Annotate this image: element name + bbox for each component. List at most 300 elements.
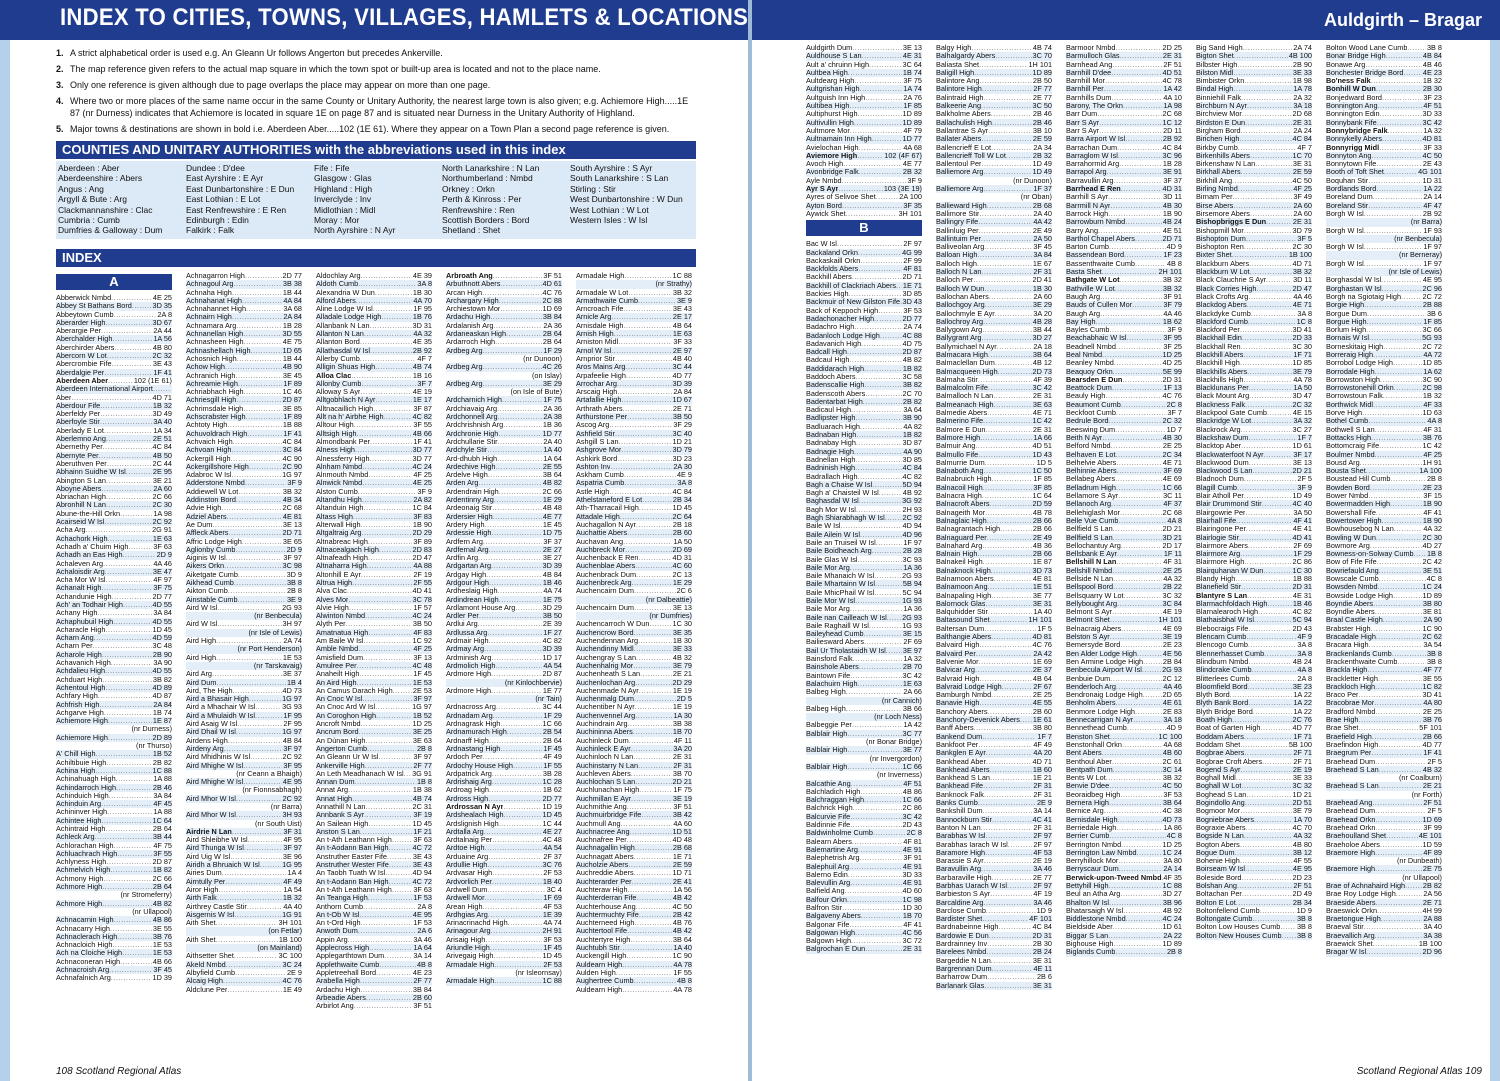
index-entry bbox=[1066, 857, 1182, 865]
grid-reference: (nr Barra) bbox=[1410, 218, 1442, 227]
place-name: Baile Mhanaich W Isl bbox=[806, 572, 875, 581]
index-entry bbox=[186, 496, 302, 504]
place-name: Bankglen E Ayr bbox=[936, 749, 986, 758]
index-entry bbox=[186, 596, 302, 604]
place-name: Achduart High bbox=[56, 675, 103, 684]
place-name: Abernethy Per bbox=[56, 443, 103, 452]
grid-reference bbox=[171, 385, 172, 393]
grid-reference: 3F 13 bbox=[413, 653, 432, 662]
place-name: Bagh Mor W Isl bbox=[806, 505, 856, 514]
leader-dots bbox=[1246, 633, 1296, 641]
place-name: Black Clauchrie S Ayr bbox=[1196, 276, 1267, 285]
index-entry bbox=[1066, 741, 1182, 749]
place-name: Auchtermuchty Fife bbox=[576, 910, 639, 919]
place-name: Aberdour Fife bbox=[56, 401, 101, 410]
index-entry bbox=[576, 363, 692, 371]
leader-dots bbox=[837, 240, 903, 248]
leader-dots bbox=[639, 911, 672, 919]
place-name: Berriedale High bbox=[1066, 823, 1117, 832]
place-name: Badenscallie High bbox=[806, 381, 865, 390]
place-name: Braco Per bbox=[1326, 691, 1359, 700]
index-entry bbox=[1326, 807, 1442, 815]
index-entry bbox=[936, 882, 1052, 890]
index-entry bbox=[186, 986, 302, 994]
grid-reference: 3G 93 bbox=[282, 703, 302, 712]
index-entry bbox=[186, 455, 302, 463]
leader-dots bbox=[1104, 807, 1162, 815]
place-name: An t-Ob W Isl bbox=[316, 910, 360, 919]
place-name: Birchburn N Ayr bbox=[1196, 102, 1247, 111]
place-name: Bemersyde Bord bbox=[1066, 641, 1121, 650]
grid-reference: 4B 86 bbox=[152, 916, 172, 925]
leader-dots bbox=[1112, 61, 1162, 69]
grid-reference: 2A 60 bbox=[1033, 292, 1052, 301]
place-name: Belhinnie Abers bbox=[1066, 467, 1117, 476]
grid-reference: 2E 19 bbox=[1032, 857, 1052, 866]
index-entry bbox=[56, 883, 172, 891]
place-name: Bogbrae Croft Abers bbox=[1196, 757, 1263, 766]
grid-reference: 3E 43 bbox=[152, 360, 172, 369]
ua-item: Midlothian : Midl bbox=[314, 204, 376, 215]
place-name: Benvie D'dee bbox=[1066, 782, 1110, 791]
place-name: Balintore High bbox=[936, 85, 982, 94]
index-entry bbox=[316, 695, 432, 703]
place-name: Auchenvennel Arg bbox=[576, 711, 636, 720]
place-name: Auchindrain Arg bbox=[576, 720, 628, 729]
usage-note bbox=[56, 123, 696, 135]
leader-dots bbox=[500, 745, 542, 753]
leader-dots bbox=[370, 347, 412, 355]
section-letter: A bbox=[56, 274, 172, 290]
leader-dots bbox=[243, 330, 281, 338]
grid-reference: 4E 23 bbox=[412, 968, 432, 977]
index-entry bbox=[446, 703, 562, 711]
leader-dots bbox=[1264, 451, 1293, 459]
grid-reference: 2F 51 bbox=[1293, 881, 1312, 890]
leader-dots bbox=[1263, 567, 1291, 575]
index-entry bbox=[1196, 426, 1312, 434]
index-entry bbox=[1196, 392, 1312, 400]
leader-dots bbox=[1232, 177, 1291, 185]
index-entry bbox=[56, 667, 172, 675]
grid-reference: 3C 44 bbox=[672, 363, 692, 372]
place-name: Armadale W Lot bbox=[576, 288, 629, 297]
grid-reference: 1C 84 bbox=[412, 504, 432, 513]
grid-reference: 1C 88 bbox=[542, 977, 562, 986]
place-name: Biggar S Lan bbox=[1066, 931, 1109, 940]
grid-reference: 2F 69 bbox=[1293, 541, 1312, 550]
leader-dots bbox=[368, 629, 412, 637]
leader-dots bbox=[228, 587, 286, 595]
grid-reference: 2G 91 bbox=[152, 526, 172, 535]
place-name: Baintown Fife bbox=[806, 671, 851, 680]
place-name: Baileyhead Cumb bbox=[806, 630, 864, 639]
index-entry bbox=[316, 720, 432, 728]
index-entry bbox=[576, 421, 692, 429]
leader-dots bbox=[984, 285, 1032, 293]
place-name: Blackshaw Dum bbox=[1196, 433, 1249, 442]
grid-reference: (nr Invergordon) bbox=[869, 754, 922, 763]
index-entry bbox=[446, 778, 562, 786]
place-name: Arivegaig High bbox=[446, 952, 494, 961]
leader-dots bbox=[362, 695, 412, 703]
index-entry bbox=[56, 518, 172, 526]
index-entry bbox=[936, 85, 1052, 93]
index-entry bbox=[186, 430, 302, 438]
grid-reference: 3D 43 bbox=[902, 298, 922, 307]
index-entry bbox=[1326, 94, 1442, 102]
leader-dots bbox=[864, 796, 902, 804]
index-entry bbox=[1196, 683, 1312, 691]
index-entry bbox=[1066, 276, 1182, 284]
grid-reference: 3F 53 bbox=[903, 306, 922, 315]
grid-reference: 3A 84 bbox=[153, 791, 172, 800]
place-name: Ardnagrask High bbox=[446, 720, 501, 729]
index-entry bbox=[56, 385, 172, 393]
index-entry bbox=[1196, 442, 1312, 450]
place-name: Blackwaterfoot N Ayr bbox=[1196, 450, 1264, 459]
index-entry bbox=[446, 886, 562, 894]
place-name: Bentpath Dum bbox=[1066, 765, 1113, 774]
grid-reference: 3F 19 bbox=[413, 811, 432, 820]
grid-reference: 1B 62 bbox=[542, 786, 562, 795]
index-entry bbox=[806, 85, 922, 93]
index-entry bbox=[316, 919, 432, 927]
leader-dots bbox=[1376, 824, 1423, 832]
place-name: Balbeg High bbox=[806, 704, 846, 713]
index-entry bbox=[446, 737, 562, 745]
place-name: Arinagour Arg bbox=[446, 927, 491, 936]
leader-dots bbox=[249, 695, 281, 703]
place-name: Barnhills Dum bbox=[1066, 93, 1112, 102]
leader-dots bbox=[1375, 849, 1422, 857]
grid-reference: 2A 30 bbox=[673, 462, 692, 471]
place-name: Ardeonaig Stir bbox=[446, 504, 493, 513]
index-entry bbox=[806, 912, 922, 920]
grid-reference: 1A 100 bbox=[1419, 467, 1442, 476]
index-entry bbox=[806, 871, 922, 879]
index-entry bbox=[1196, 119, 1312, 127]
leader-dots bbox=[132, 302, 152, 310]
grid-reference: 1B 60 bbox=[1032, 765, 1052, 774]
index-entry bbox=[186, 836, 302, 844]
range-banner bbox=[752, 0, 1500, 40]
grid-reference: 1B 88 bbox=[1292, 575, 1312, 583]
place-name: Balornock Glas bbox=[936, 599, 986, 608]
place-name: Bogside N Lan bbox=[1196, 832, 1244, 841]
index-entry bbox=[56, 966, 172, 974]
grid-reference: 1F 29 bbox=[543, 346, 562, 355]
place-name: Balloch Per bbox=[936, 276, 974, 285]
place-name: Achlorachan High bbox=[56, 841, 114, 850]
leader-dots bbox=[974, 69, 1031, 77]
grid-reference: 4D 77 bbox=[1292, 724, 1312, 733]
place-name: Aldochlay Arg bbox=[316, 272, 361, 280]
grid-reference: (on Fetlar) bbox=[268, 927, 302, 936]
place-name: Beith N Ayr bbox=[1066, 433, 1103, 442]
place-name: Benderloch Arg bbox=[1066, 682, 1116, 691]
place-name: Bradford Nmbd bbox=[1326, 707, 1376, 716]
place-name: Auchentiber N Ayr bbox=[576, 703, 635, 712]
place-name: Blennerhasset Cumb bbox=[1196, 649, 1265, 658]
place-name: Aird Mhor W Isl bbox=[186, 794, 236, 803]
leader-dots bbox=[246, 305, 282, 313]
index-entry bbox=[1326, 534, 1442, 542]
leader-dots bbox=[1239, 135, 1291, 143]
index-entry bbox=[806, 290, 922, 298]
place-name: Altnafeadh High bbox=[316, 554, 368, 563]
leader-dots bbox=[1116, 343, 1162, 351]
grid-reference: 2F 51 bbox=[1423, 799, 1442, 808]
grid-reference: 1E 63 bbox=[152, 534, 172, 543]
place-name: Bagh Shiarabhagh W Isl bbox=[806, 514, 885, 523]
grid-reference: 1D 9 bbox=[1036, 906, 1052, 915]
grid-reference: 4F 41 bbox=[1423, 508, 1442, 517]
index-entry bbox=[1326, 102, 1442, 110]
grid-reference: 2F 31 bbox=[1033, 823, 1052, 832]
place-name: Bardnabeinne High bbox=[936, 923, 999, 932]
place-name: Braevallich Arg bbox=[1326, 931, 1375, 940]
leader-dots bbox=[1375, 708, 1421, 716]
leader-dots bbox=[499, 297, 542, 305]
leader-dots bbox=[1008, 841, 1033, 849]
grid-reference: 4E 31 bbox=[1292, 591, 1312, 600]
index-entry bbox=[1326, 401, 1442, 409]
grid-reference: 2E 9 bbox=[286, 968, 302, 977]
place-name: Achranich High bbox=[186, 371, 236, 380]
leader-dots bbox=[488, 911, 542, 919]
grid-reference: 2F 77 bbox=[413, 977, 432, 986]
grid-reference: (nr Dunbeath) bbox=[1396, 857, 1442, 866]
place-name: Balmurrie Dum bbox=[936, 458, 985, 467]
grid-reference: (nr Isleornsay) bbox=[515, 968, 562, 977]
index-entry bbox=[936, 509, 1052, 517]
leader-dots bbox=[368, 554, 412, 562]
leader-dots bbox=[1236, 517, 1292, 525]
grid-reference: 4D 9 bbox=[1166, 243, 1182, 252]
grid-reference: 1B 82 bbox=[902, 364, 922, 373]
leader-dots bbox=[849, 290, 902, 298]
place-name: Bonnybridge Falk bbox=[1326, 126, 1388, 135]
index-entry bbox=[1326, 243, 1442, 251]
leader-dots bbox=[359, 670, 412, 678]
grid-reference: 3E 45 bbox=[282, 371, 302, 380]
place-name: Arrochar Arg bbox=[576, 379, 617, 388]
index-entry bbox=[316, 421, 432, 429]
index-entry bbox=[316, 388, 432, 396]
place-name: Achaleven Arg bbox=[56, 559, 104, 568]
leader-dots bbox=[1380, 841, 1422, 849]
index-entry bbox=[1066, 782, 1182, 790]
place-name: Ardvorlich Per bbox=[446, 877, 492, 886]
index-entry bbox=[316, 903, 432, 911]
grid-reference: 4B 82 bbox=[152, 899, 172, 908]
place-name: Aird Dum bbox=[186, 678, 217, 687]
leader-dots bbox=[494, 496, 542, 504]
index-entry bbox=[186, 869, 302, 877]
grid-reference: 3B 84 bbox=[412, 985, 432, 994]
index-entry bbox=[936, 467, 1052, 475]
leader-dots bbox=[878, 307, 902, 315]
grid-reference: 1B 100 bbox=[1288, 251, 1312, 260]
place-name: Badachonacher High bbox=[806, 314, 875, 323]
place-name: Airntully Per bbox=[186, 877, 226, 886]
index-entry bbox=[806, 780, 922, 788]
grid-reference: 4A 8 bbox=[1297, 666, 1312, 675]
leader-dots bbox=[515, 604, 541, 612]
index-entry bbox=[936, 575, 1052, 583]
place-name: Backies High bbox=[806, 290, 849, 299]
grid-reference: 1E 87 bbox=[1032, 558, 1052, 567]
index-entry bbox=[806, 539, 922, 547]
index-entry bbox=[56, 767, 172, 775]
grid-reference: 2B 46 bbox=[152, 783, 172, 792]
grid-reference: 1A 30 bbox=[673, 711, 692, 720]
index-entry bbox=[316, 322, 432, 330]
leader-dots bbox=[850, 605, 903, 613]
index-entry bbox=[1066, 832, 1182, 840]
index-entry bbox=[806, 193, 922, 201]
grid-reference: 3E 9 bbox=[676, 296, 692, 305]
leader-dots bbox=[984, 982, 1032, 990]
index-entry bbox=[186, 977, 302, 985]
place-name: Blackwood Dum bbox=[1196, 458, 1249, 467]
place-name: Bankhead Fife bbox=[936, 782, 984, 791]
leader-dots bbox=[1243, 376, 1292, 384]
grid-reference: 3C 72 bbox=[902, 937, 922, 946]
leader-dots bbox=[623, 305, 671, 313]
grid-reference: 4E 69 bbox=[1162, 475, 1182, 484]
grid-reference: 3F 35 bbox=[903, 201, 922, 210]
index-entry bbox=[316, 297, 432, 305]
place-name: Ardgour High bbox=[446, 578, 489, 587]
index-entry bbox=[936, 890, 1052, 898]
index-entry bbox=[316, 828, 432, 836]
place-name: Aikhead Cumb bbox=[186, 578, 234, 587]
index-entry bbox=[1326, 907, 1442, 915]
grid-reference: 1E 67 bbox=[1032, 259, 1052, 268]
place-name: Baile Ailein W Isl bbox=[806, 530, 860, 539]
place-name: Ariundle High bbox=[446, 944, 490, 953]
place-name: Balmore High bbox=[936, 433, 981, 442]
index-entry bbox=[936, 525, 1052, 533]
leader-dots bbox=[216, 936, 278, 944]
page-title: INDEX TO CITIES, TOWNS, VILLAGES, HAMLETS & LOCATIONS bbox=[60, 4, 748, 31]
grid-reference: 4A 20 bbox=[1033, 749, 1052, 758]
grid-reference: 1A 50 bbox=[1293, 384, 1312, 393]
leader-dots bbox=[1393, 592, 1422, 600]
grid-reference: 3B 32 bbox=[1162, 284, 1182, 293]
index-entry bbox=[316, 670, 432, 678]
grid-reference: 2A 22 bbox=[1163, 931, 1182, 940]
place-name: Ardmair High bbox=[446, 637, 489, 646]
place-name: Aultmore Mor bbox=[806, 126, 850, 135]
grid-reference: 1D 51 bbox=[672, 827, 692, 836]
grid-reference: 2C 92 bbox=[282, 753, 302, 762]
grid-reference: 2A 42 bbox=[1033, 649, 1052, 658]
leader-dots bbox=[1379, 442, 1421, 450]
leader-dots bbox=[1110, 633, 1162, 641]
leader-dots bbox=[979, 699, 1032, 707]
place-name: Arthurstone Per bbox=[576, 413, 628, 422]
index-entry bbox=[1326, 193, 1442, 201]
grid-reference: 1E 63 bbox=[902, 679, 922, 688]
leader-dots bbox=[1364, 227, 1423, 235]
leader-dots bbox=[988, 127, 1032, 135]
leader-dots bbox=[491, 562, 541, 570]
place-name: Achinduich High bbox=[56, 791, 109, 800]
grid-reference: 2B 54 bbox=[542, 728, 562, 737]
leader-dots bbox=[1120, 52, 1162, 60]
index-entry bbox=[1066, 368, 1182, 376]
index-entry bbox=[1066, 451, 1182, 459]
index-entry bbox=[936, 326, 1052, 334]
grid-reference: 4E 61 bbox=[1162, 699, 1182, 708]
index-entry bbox=[446, 571, 562, 579]
left-page bbox=[0, 0, 748, 1081]
index-entry bbox=[1326, 451, 1442, 459]
place-name: Ayle Nmbd bbox=[806, 176, 842, 185]
ua-item: Aberdeenshire : Abers bbox=[58, 173, 143, 184]
place-name: Ardtoe High bbox=[446, 844, 485, 853]
place-name: Borgue Dum bbox=[1326, 309, 1367, 318]
index-entry bbox=[316, 737, 432, 745]
index-entry bbox=[936, 749, 1052, 757]
grid-reference: (nr Fionnsabhagh) bbox=[242, 786, 302, 795]
leader-dots bbox=[1112, 608, 1162, 616]
place-name: Beal Nmbd bbox=[1066, 350, 1103, 359]
grid-reference: 3C 84 bbox=[282, 446, 302, 455]
grid-reference: 4C 76 bbox=[1162, 392, 1182, 401]
leader-dots bbox=[991, 567, 1032, 575]
grid-reference: 2B 30 bbox=[1422, 85, 1442, 94]
place-name: Blackhall Ren bbox=[1196, 342, 1241, 351]
page-range-title: Auldgirth – Bragar bbox=[1323, 10, 1482, 30]
grid-reference: 2A 24 bbox=[1293, 126, 1312, 135]
index-entry bbox=[186, 538, 302, 546]
leader-dots bbox=[360, 977, 413, 985]
leader-dots bbox=[114, 842, 153, 850]
grid-reference: 4A 8 bbox=[1427, 417, 1442, 426]
place-name: Aird W Isl bbox=[186, 620, 218, 629]
grid-reference: 4D 27 bbox=[1422, 541, 1442, 550]
place-name: Bogton Abers bbox=[1196, 840, 1240, 849]
place-name: Baligill High bbox=[936, 68, 975, 77]
leader-dots bbox=[638, 297, 676, 305]
grid-reference: 2B 82 bbox=[152, 758, 172, 767]
index-entry bbox=[1196, 749, 1312, 757]
grid-reference: 4E 56 bbox=[1162, 649, 1182, 658]
index-entry bbox=[316, 753, 432, 761]
leader-dots bbox=[1119, 865, 1163, 873]
grid-reference: (nr Ullapool) bbox=[132, 907, 172, 916]
place-name: Blackhills High bbox=[1196, 375, 1244, 384]
index-entry bbox=[186, 936, 302, 944]
grid-reference: 4F 47 bbox=[1423, 201, 1442, 210]
grid-reference: 3F 55 bbox=[413, 421, 432, 430]
grid-reference: 3C 11 bbox=[1163, 492, 1182, 501]
leader-dots bbox=[983, 94, 1031, 102]
index-entry bbox=[576, 903, 692, 911]
grid-reference: 4C 72 bbox=[412, 877, 432, 886]
index-entry bbox=[316, 703, 432, 711]
leader-dots bbox=[1118, 152, 1162, 160]
grid-reference: 4D 81 bbox=[1032, 633, 1052, 642]
leader-dots bbox=[984, 243, 1032, 251]
grid-reference: 3B 64 bbox=[542, 471, 562, 480]
grid-reference: 4F 49 bbox=[283, 877, 302, 886]
index-entry bbox=[56, 949, 172, 957]
